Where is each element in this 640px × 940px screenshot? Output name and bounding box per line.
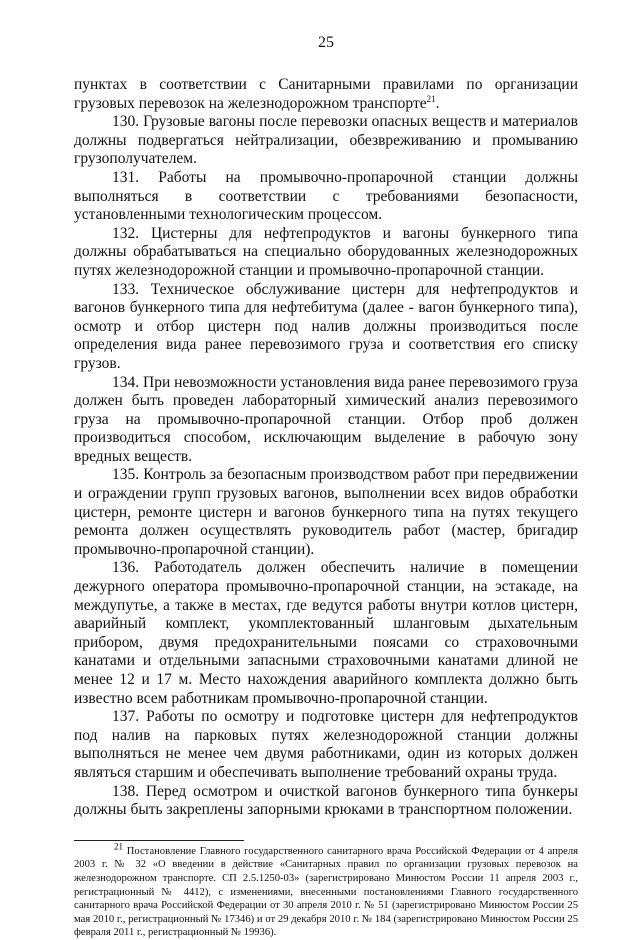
paragraph-137: 137. Работы по осмотру и подготовке цистерн для нефтепродуктов под налив на парковых путях железнодорожной станции должны выполняться не менее чем двумя работниками, один из которых должен являться старшим и обеспечивать выполнение требований охраны труда.: [74, 708, 578, 781]
paragraph-tail: .: [435, 94, 440, 112]
page-number: 25: [318, 34, 334, 51]
paragraph-text: пунктах в соответствии с Санитарными правилами по организации грузовых перевозок на железнодорожном транспорте: [74, 76, 578, 112]
body-text: [74, 76, 578, 820]
paragraph-132: 132. Цистерны для нефтепродуктов и вагоны бункерного типа должны обрабатываться на специально оборудованных железнодорожных путях железнодорожной станции и промывочно-пропарочной станции.: [74, 224, 578, 279]
footnote-paragraph: [74, 841, 578, 940]
paragraph-134: 134. При невозможности установления вида ранее перевозимого груза должен быть проведен лабораторный химический анализ перевозимого груза на промывочно-пропарочной станции. Отбор проб должен производиться способом, исключающим выделение в рабочую зону вредных веществ.: [74, 373, 578, 465]
paragraph-130: 130. Грузовые вагоны после перевозки опасных веществ и материалов должны подвергаться нейтрализации, обезвреживанию и промыванию грузополучателем.: [74, 113, 578, 168]
footnote-text: Постановление Главного государственного санитарного врача Российской Федерации от 4 апреля 2003 г. № 32 «О введении в действие «Санитарных правил по организации грузовых перевозок на железнодорожном транспорте. СП 2.5.1250-03» (зарегистрировано Минюстом России 11 апреля 2003 г., регистрационный № 4412), с изменениями, внесенными постановлениями Главного государственного санитарного врача Российской Федерации от 30 апреля 2010 г. № 51 (зарегистрировано Минюстом России 25 мая 2010 г., регистрационный № 17346) и от 29 декабря 2010 г. № 184 (зарегистрировано Минюстом России 25 февраля 2011 г., регистрационный № 19936).: [74, 845, 578, 939]
paragraph-131: 131. Работы на промывочно-пропарочной станции должны выполняться в соответствии с требованиями безопасности, установленными технологическим процессом.: [74, 168, 578, 224]
paragraph-133: 133. Техническое обслуживание цистерн для нефтепродуктов и вагонов бункерного типа для нефтебитума (далее - вагон бункерного типа), осмотр и отбор цистерн под налив должны производиться после определения вида ранее перевозимого груза и соответствия его списку грузов.: [74, 280, 578, 372]
paragraph-continued: [74, 76, 578, 113]
paragraph-138: 138. Перед осмотром и очисткой вагонов бункерного типа бункеры должны быть закреплены запорными крюками в транспортном положении.: [74, 782, 578, 819]
footnote-reference: 21: [426, 93, 436, 104]
footnote-divider: [74, 840, 244, 841]
paragraph-135: 135. Контроль за безопасным производством работ при передвижении и ограждении групп грузовых вагонов, выполнении всех видов обработки цистерн, ремонте цистерн и вагонов бункерного типа на путях текущего ремонта должен осуществлять руководитель работ (мастер, бригадир промывочно-пропарочной станции).: [74, 466, 578, 558]
footnote-number: 21: [114, 841, 123, 852]
paragraph-136: 136. Работодатель должен обеспечить наличие в помещении дежурного оператора промывочно-пропарочной станции, на эстакаде, на междупутье, а также в местах, где ведутся работы внутри котлов цистерн, аварийный комплект, укомплектованный шланговым дыхательным прибором, двумя предохранительными поясами со страховочными канатами и отдельными запасными страховочными канатами длиной не менее 12 и 17 м. Место нахождения аварийного комплекта должно быть известно всем работникам промывочно-пропарочной станции.: [74, 559, 578, 707]
footnote: [74, 841, 578, 940]
